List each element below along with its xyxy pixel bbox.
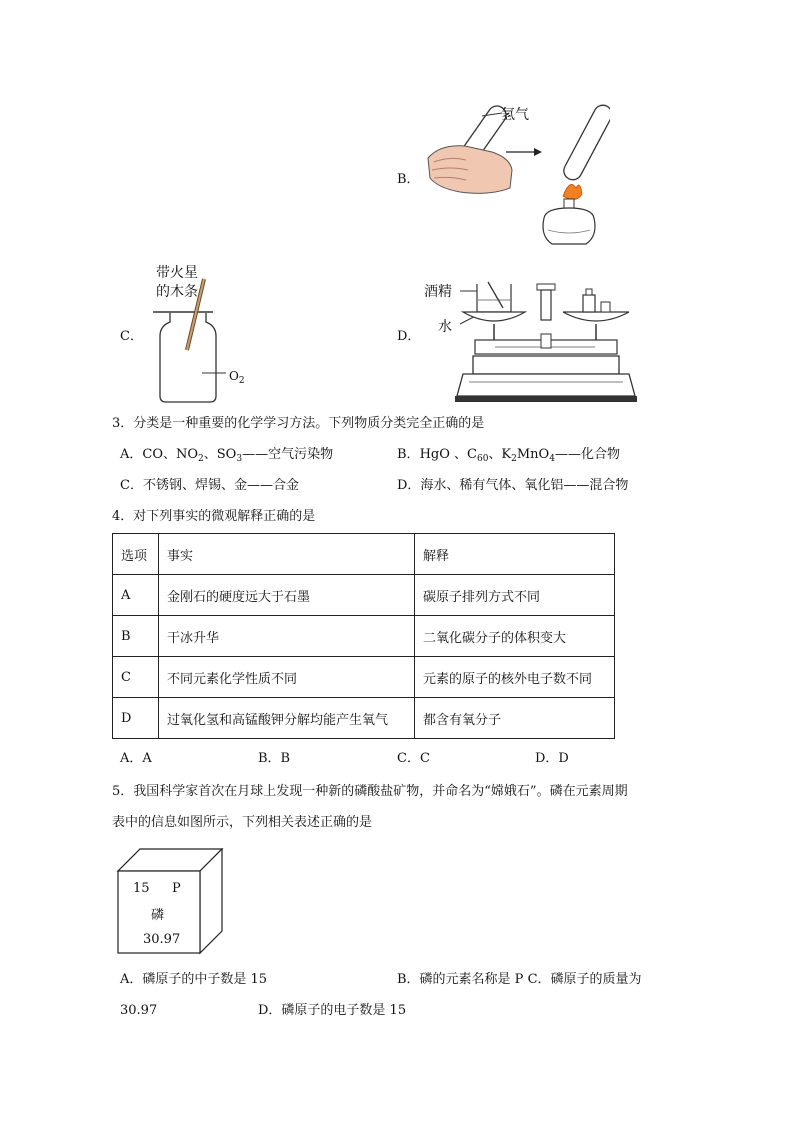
q3-option-b: B．HgO 、$C_{60}$、$K_2MnO_4——$化合物 bbox=[397, 447, 620, 464]
element-name: 磷 bbox=[151, 908, 165, 923]
q5-option-a: A．磷原子的中子数是 15 bbox=[120, 972, 268, 987]
q4-option-c: C．C bbox=[397, 751, 430, 766]
glowing-splint-label-1: 带火星 bbox=[156, 265, 198, 281]
table-row bbox=[113, 657, 615, 698]
q5-stem-line2: 表中的信息如图所示，下列相关表述正确的是 bbox=[112, 815, 373, 830]
table-cell: 金刚石的硬度远大于石墨 bbox=[159, 575, 415, 616]
table-cell: 不同元素化学性质不同 bbox=[159, 657, 415, 698]
element-symbol: P bbox=[172, 881, 181, 896]
hydrogen-label: 氢气 bbox=[501, 107, 529, 123]
atomic-number: 15 bbox=[133, 881, 150, 896]
table-header-cell: 选项 bbox=[113, 534, 159, 575]
q3-option-d: D．海水、稀有气体、氧化铝——混合物 bbox=[397, 478, 629, 493]
alcohol-label: 酒精 bbox=[424, 284, 452, 300]
q4-table bbox=[112, 533, 615, 739]
q4-stem: 4．对下列事实的微观解释正确的是 bbox=[112, 509, 316, 524]
atomic-mass: 30.97 bbox=[143, 932, 181, 947]
q5-stem-line1: 5．我国科学家首次在月球上发现一种新的磷酸盐矿物，并命名为“嫦娥石”。磷在元素周期 bbox=[112, 784, 628, 799]
option-d-letter: D． bbox=[397, 329, 421, 344]
q4-option-b: B．B bbox=[258, 751, 291, 766]
table-cell: B bbox=[113, 616, 159, 657]
table-cell: 元素的原子的核外电子数不同 bbox=[415, 657, 615, 698]
table-row bbox=[113, 575, 615, 616]
table-header-cell: 解释 bbox=[415, 534, 615, 575]
q4-option-a: A．A bbox=[120, 751, 152, 766]
q5-option-c-continued: 30.97 bbox=[120, 1003, 158, 1018]
table-cell: C bbox=[113, 657, 159, 698]
table-header-row bbox=[113, 534, 615, 575]
table-row bbox=[113, 616, 615, 657]
option-c-letter: C． bbox=[120, 329, 143, 344]
table-row bbox=[113, 698, 615, 739]
table-cell: 都含有氧分子 bbox=[415, 698, 615, 739]
q5-option-bc: B．磷的元素名称是 P C．磷原子的质量为 bbox=[397, 972, 642, 987]
o2-label: $O_2$ bbox=[229, 369, 245, 386]
q5-option-d: D．磷原子的电子数是 15 bbox=[258, 1003, 407, 1018]
water-label: 水 bbox=[438, 319, 452, 335]
table-cell: 二氧化碳分子的体积变大 bbox=[415, 616, 615, 657]
glowing-splint-label-2: 的木条 bbox=[156, 284, 198, 300]
q3-option-c: C．不锈钢、焊锡、金——合金 bbox=[120, 478, 299, 493]
table-cell: 过氧化氢和高锰酸钾分解均能产生氧气 bbox=[159, 698, 415, 739]
balance-figure bbox=[455, 278, 640, 406]
q3-stem: 3．分类是一种重要的化学学习方法。下列物质分类完全正确的是 bbox=[112, 416, 485, 431]
q4-option-d: D．D bbox=[535, 751, 569, 766]
option-b-letter: B． bbox=[397, 172, 420, 187]
table-cell: A bbox=[113, 575, 159, 616]
table-cell: D bbox=[113, 698, 159, 739]
q3-option-a: A．CO、$NO_2$、$SO_3——$空气污染物 bbox=[120, 447, 334, 464]
table-cell: 碳原子排列方式不同 bbox=[415, 575, 615, 616]
table-header-cell: 事实 bbox=[159, 534, 415, 575]
table-cell: 干冰升华 bbox=[159, 616, 415, 657]
gas-bottle-figure bbox=[150, 276, 240, 406]
